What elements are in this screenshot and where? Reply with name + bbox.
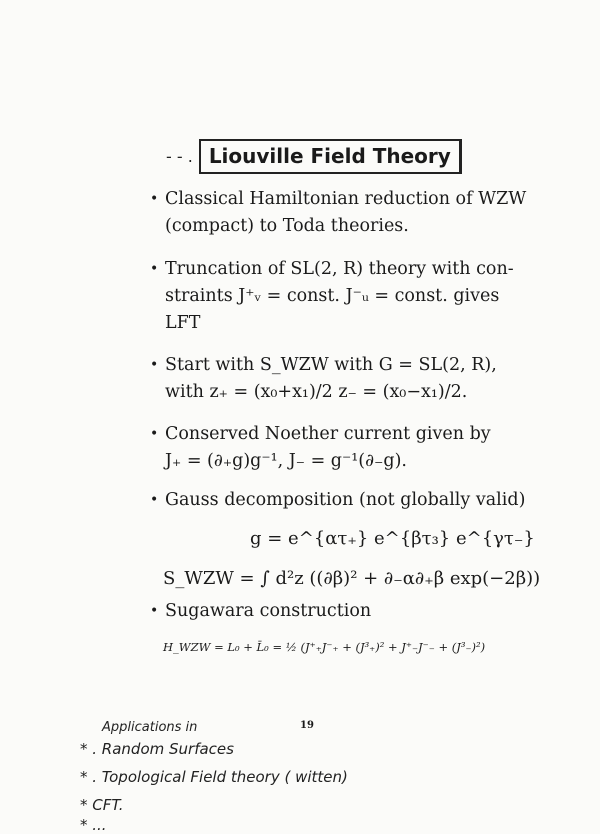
handwritten-heading: Applications in <box>102 720 198 735</box>
item-2-line-3: LFT <box>165 313 201 333</box>
bullet-icon: • <box>150 191 159 207</box>
title-block <box>166 136 462 176</box>
item-5-line-1: Gauss decomposition (not globally valid) <box>165 490 526 510</box>
bullet-item-6 <box>150 598 372 625</box>
item-4-line-2: J₊ = (∂₊g)g⁻¹, J₋ = g⁻¹(∂₋g). <box>165 451 407 471</box>
item-6-line-1: Sugawara construction <box>165 601 372 621</box>
item-4-line-1: Conserved Noether current given by <box>165 424 491 444</box>
page-number: 19 <box>300 720 314 731</box>
bullet-item-5 <box>150 487 526 514</box>
bullet-item-1 <box>150 186 527 240</box>
handwritten-line-1: * . Random Surfaces <box>80 740 234 758</box>
title-prefix: - - . <box>166 146 193 166</box>
hamiltonian-equation: H_WZW = L₀ + L̄₀ = ½ (J⁺₊J⁻₊ + (J³₊)² + J⁺₋J⁻₋ + (J³₋)²) <box>163 640 486 654</box>
bullet-item-2 <box>150 256 514 337</box>
wzw-action-equation: S_WZW = ∫ d²z ((∂β)² + ∂₋α∂₊β exp(−2β)) <box>163 568 541 589</box>
item-3-line-1: Start with S_WZW with G = SL(2, R), <box>165 355 497 375</box>
bullet-icon: • <box>150 492 159 508</box>
handwritten-line-2: * . Topological Field theory ( witten) <box>80 768 348 786</box>
item-1-line-2: (compact) to Toda theories. <box>165 216 409 236</box>
item-1-line-1: Classical Hamiltonian reduction of WZW <box>165 189 527 209</box>
bullet-icon: • <box>150 357 159 373</box>
bullet-icon: • <box>150 426 159 442</box>
item-2-line-1: Truncation of SL(2, R) theory with con- <box>165 259 514 279</box>
item-2-line-2: straints J⁺ᵥ = const. J⁻ᵤ = const. gives <box>165 286 500 306</box>
handwritten-line-3: * CFT. <box>80 796 124 814</box>
gauss-equation: g = e^{ατ₊} e^{βτ₃} e^{γτ₋} <box>250 528 535 549</box>
bullet-item-4 <box>150 421 491 475</box>
bullet-icon: • <box>150 261 159 277</box>
handwritten-line-4: * ... <box>80 816 107 834</box>
bullet-item-3 <box>150 352 497 406</box>
bullet-icon: • <box>150 603 159 619</box>
item-3-line-2: with z₊ = (x₀+x₁)/2 z₋ = (x₀−x₁)/2. <box>165 382 468 402</box>
page-title: Liouville Field Theory <box>199 139 462 174</box>
